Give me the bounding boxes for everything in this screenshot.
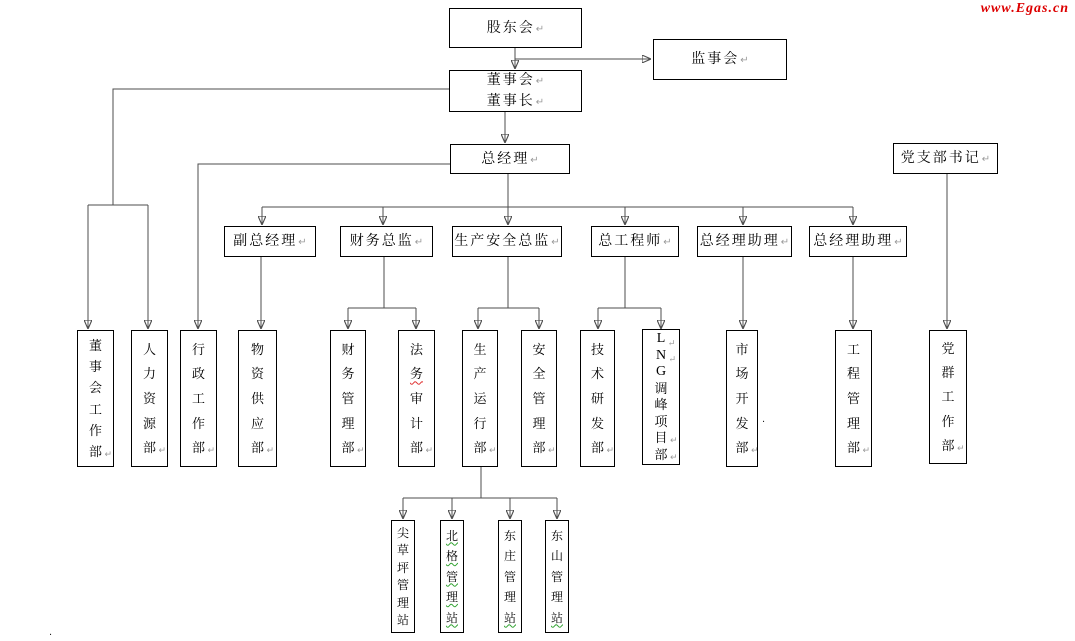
vertical-char: N ↵ [655,347,677,365]
vertical-char: 行 [191,341,205,357]
vertical-char: 场 [735,366,749,382]
paragraph-mark: ↵ [535,97,545,108]
vertical-char: 部 ↵ [142,440,166,456]
vertical-char: 站 [396,613,409,628]
vertical-char: 部 ↵ [250,440,274,456]
paragraph-mark: ↵ [862,445,870,456]
vertical-char: 行 [473,415,487,431]
vertical-char: 财 [341,341,355,357]
node-board-chairman [449,70,582,112]
vertical-char: 目 ↵ [654,430,678,446]
vertical-char: 作 [941,413,955,429]
node-label [598,231,671,252]
dept-engineering [835,330,872,467]
vertical-char: 东 [550,528,563,543]
node-supervisory-board [653,39,787,80]
vertical-char: 部 ↵ [341,440,365,456]
vertical-char: 安 [532,341,546,357]
node-text: 监事会 [691,50,740,66]
vertical-char: 会 [88,380,102,396]
node-label [454,231,559,252]
vertical-char: 生 [473,341,487,357]
vertical-char: 部 ↵ [409,440,433,456]
vertical-char: 市 [735,341,749,357]
node-text: 股东会 [486,18,535,35]
node-label [481,149,538,170]
vertical-char: 产 [473,366,487,382]
node-text: 党支部书记 [900,149,981,165]
stray-period: . [762,413,766,425]
vertical-char: 源 [142,415,156,431]
node-gm-assistant-1 [697,226,792,257]
vertical-char: 草 [396,543,409,558]
vertical-char: 部 ↵ [941,437,965,453]
paragraph-mark: ↵ [750,445,759,456]
vertical-char: 人 [142,341,156,357]
node-text: 生产安全总监 [454,232,551,248]
node-text: 董事长 [486,92,535,108]
vertical-char: 供 [250,390,264,406]
paragraph-mark: ↵ [298,237,307,248]
node-text: 总工程师 [598,232,663,248]
vertical-char: 站 [550,610,563,625]
node-label [350,231,423,252]
dept-lng [642,329,680,465]
vertical-char: 工 [846,341,860,357]
node-text: 董事会 [486,71,535,87]
vertical-char: 理 [532,415,546,431]
vertical-char: 站 [445,610,458,625]
dept-safety [521,330,557,467]
dept-board-office [77,330,114,467]
dept-rnd [580,330,615,467]
node-finance-director [340,226,433,257]
node-label [487,91,544,112]
vertical-char: 部 ↵ [532,440,556,456]
vertical-char: 项 [654,413,668,429]
paragraph-mark: ↵ [780,237,790,248]
vertical-char: 应 [250,415,264,431]
paragraph-mark: ↵ [740,55,749,66]
paragraph-mark: ↵ [158,445,166,456]
dept-admin [180,330,217,467]
vertical-char: L ↵ [656,331,676,348]
paragraph-mark: ↵ [425,445,433,456]
vertical-char: 东 [503,528,516,543]
vertical-char: 部 ↵ [846,440,870,456]
node-label [901,148,990,169]
vertical-char: 工 [88,401,102,417]
vertical-char: 庄 [503,549,516,563]
vertical-char: 务 [409,366,423,382]
vertical-char: 格 [445,549,458,563]
vertical-char: 部 ↵ [473,440,497,456]
node-text: 总经理助理 [813,232,894,248]
stray-period: . [49,626,53,638]
paragraph-mark: ↵ [668,354,677,365]
node-label [487,70,544,91]
node-text: 总经理助理 [699,232,780,248]
station-jiancaoping [391,520,415,633]
vertical-char: 站 [503,610,516,625]
vertical-char: 部 ↵ [654,446,678,462]
node-label [233,231,306,252]
vertical-char: 党 [941,341,955,357]
node-text: 总经理 [481,149,530,166]
vertical-char: 调 [654,380,668,396]
vertical-char: 研 [590,390,604,406]
vertical-char: 法 [409,341,423,357]
node-label [691,49,748,70]
station-dongshan [545,520,569,633]
vertical-char: 部 ↵ [590,440,614,456]
node-text: 副总经理 [233,232,298,248]
vertical-char: 群 [941,365,955,381]
paragraph-mark: ↵ [606,445,614,456]
vertical-char: 审 [409,390,423,406]
vertical-char: 坪 [396,560,409,575]
vertical-char: 管 [341,390,355,406]
vertical-char: 管 [550,569,563,584]
vertical-char: 管 [445,569,458,584]
vertical-char: 发 [735,415,749,431]
vertical-char: 理 [341,415,355,431]
paragraph-mark: ↵ [266,445,274,456]
paragraph-mark: ↵ [669,451,678,462]
vertical-char: 工 [941,389,955,405]
dept-legal-audit [398,330,435,467]
vertical-char: 管 [846,390,860,406]
vertical-char: 作 [88,422,102,438]
vertical-char: 管 [532,390,546,406]
node-label [700,231,789,252]
dept-production [462,330,498,467]
paragraph-mark: ↵ [663,237,672,248]
vertical-char: 计 [409,415,423,431]
node-label [813,231,902,252]
dept-materials [238,330,277,467]
vertical-char: 部 ↵ [88,443,112,459]
node-gm-assistant-2 [809,226,907,257]
vertical-char: 理 [445,590,458,604]
station-dongzhuang [498,520,522,633]
watermark-url: www.Egas.cn [980,1,1069,16]
vertical-char: G [655,363,667,379]
paragraph-mark: ↵ [530,154,539,166]
vertical-char: 术 [590,366,604,382]
vertical-char: 力 [142,366,156,382]
paragraph-mark: ↵ [551,237,560,248]
paragraph-mark: ↵ [488,445,497,456]
vertical-char: 作 [191,415,205,431]
vertical-char: 理 [503,590,516,604]
dept-hr [131,330,168,467]
vertical-char: 理 [550,590,563,604]
vertical-char: 管 [503,569,516,584]
vertical-char: 北 [445,528,458,543]
vertical-char: 资 [142,390,156,406]
vertical-char: 程 [846,366,860,382]
node-deputy-general-manager [224,226,316,257]
node-shareholders [449,8,582,48]
station-beige [440,520,464,633]
paragraph-mark: ↵ [547,445,556,456]
dept-finance [330,330,366,467]
vertical-char: 事 [88,359,102,375]
vertical-char: 部 ↵ [735,440,759,456]
node-production-safety-director [452,226,562,257]
vertical-char: 发 [590,415,604,431]
paragraph-mark: ↵ [956,442,965,453]
paragraph-mark: ↵ [669,435,678,446]
node-party-branch-secretary [893,143,998,174]
paragraph-mark: ↵ [356,445,365,456]
paragraph-mark: ↵ [104,448,112,459]
vertical-char: 运 [473,390,487,406]
vertical-char: 开 [735,390,749,406]
paragraph-mark: ↵ [414,237,424,248]
vertical-char: 物 [250,341,264,357]
vertical-char: 政 [191,366,205,382]
vertical-char: 董 [88,338,102,354]
node-text: 财务总监 [349,232,414,248]
paragraph-mark: ↵ [894,237,903,248]
vertical-char: 技 [590,341,604,357]
vertical-char: 资 [250,366,264,382]
node-label [487,18,544,39]
vertical-char: 务 [341,366,355,382]
node-general-manager [450,144,570,174]
vertical-char: 工 [191,390,205,406]
vertical-char: 理 [396,595,409,610]
vertical-char: 山 [550,549,563,563]
paragraph-mark: ↵ [981,154,991,165]
dept-party-mass [929,330,967,464]
node-chief-engineer [591,226,679,257]
vertical-char: 峰 [654,397,668,413]
paragraph-mark: ↵ [535,76,545,87]
vertical-char: 管 [396,578,409,593]
paragraph-mark: ↵ [207,445,215,456]
vertical-char: 部 ↵ [191,440,215,456]
paragraph-mark: ↵ [667,337,676,348]
vertical-char: 全 [532,366,546,382]
paragraph-mark: ↵ [535,23,545,35]
dept-market [726,330,758,467]
vertical-char: 理 [846,415,860,431]
vertical-char: 尖 [396,525,409,540]
